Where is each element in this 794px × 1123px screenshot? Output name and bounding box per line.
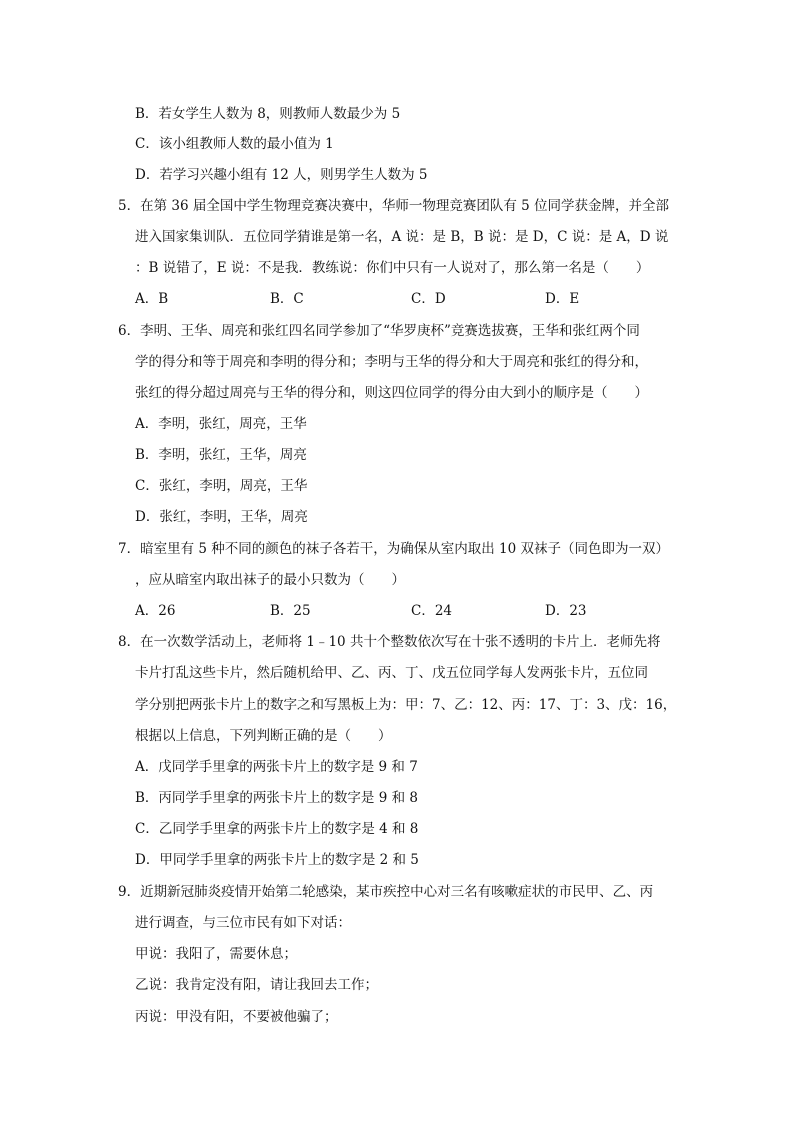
q8-option-a: A．戊同学手里拿的两张卡片上的数字是 9 和 7	[135, 759, 418, 775]
q7-option-b: B．25	[270, 603, 311, 619]
q4-option-d: D．若学习兴趣小组有 12 人，则男学生人数为 5	[135, 167, 428, 183]
q7-option-a: A．26	[135, 603, 176, 619]
q4-option-b: B．若女学生人数为 8，则教师人数最少为 5	[135, 106, 401, 122]
q5-stem-line-2: 进入国家集训队．五位同学猜谁是第一名，A 说：是 B，B 说：是 D，C 说：是 A，D 说	[135, 229, 669, 245]
q9-dialog-jia: 甲说：我阳了，需要休息；	[135, 946, 297, 962]
q6-option-c: C．张红，李明，周亮，王华	[135, 478, 308, 494]
q5-option-d: D．E	[545, 291, 580, 307]
q9-dialog-bing: 丙说：甲没有阳，不要被他骗了；	[135, 1009, 338, 1025]
q5-option-a: A．B	[135, 291, 169, 307]
q7-stem-line-1: 7．暗室里有 5 种不同的颜色的袜子各若干，为确保从室内取出 10 双袜子（同色即为一双）	[118, 541, 670, 557]
q7-option-c: C．24	[411, 603, 453, 619]
q4-option-c: C．该小组教师人数的最小值为 1	[135, 136, 334, 152]
q5-option-b: B．C	[270, 291, 304, 307]
q8-option-c: C．乙同学手里拿的两张卡片上的数字是 4 和 8	[135, 821, 419, 837]
q8-stem-line-3: 学分别把两张卡片上的数字之和写黑板上为：甲：7、乙：12、丙：17、丁：3、戊：16，	[135, 697, 677, 713]
q8-option-b: B．丙同学手里拿的两张卡片上的数字是 9 和 8	[135, 790, 418, 806]
q8-stem-line-4: 根据以上信息，下列判断正确的是（ ）	[135, 728, 392, 744]
q6-stem-line-1: 6．李明、王华、周亮和张红四名同学参加了“华罗庚杯”竞赛选拔赛，王华和张红两个同	[118, 323, 640, 339]
q6-option-a: A．李明，张红，周亮，王华	[135, 416, 307, 432]
q9-dialog-yi: 乙说：我肯定没有阳，请让我回去工作；	[135, 977, 378, 993]
q9-stem-line-1: 9．近期新冠肺炎疫情开始第二轮感染，某市疾控中心对三名有咳嗽症状的市民甲、乙、丙	[118, 884, 654, 900]
q6-option-d: D．张红，李明，王华，周亮	[135, 509, 308, 525]
q7-stem-line-2: ，应从暗室内取出袜子的最小只数为（ ）	[135, 572, 405, 588]
q8-option-d: D．甲同学手里拿的两张卡片上的数字是 2 和 5	[135, 852, 419, 868]
q6-stem-line-3: 张红的得分超过周亮与王华的得分和，则这四位同学的得分由大到小的顺序是（ ）	[135, 385, 648, 401]
q5-option-c: C．D	[411, 291, 446, 307]
q8-stem-line-1: 8．在一次数学活动上，老师将 1﹣10 共十个整数依次写在十张不透明的卡片上．老师先将	[118, 634, 661, 650]
q9-stem-line-2: 进行调查，与三位市民有如下对话：	[135, 915, 351, 931]
q6-option-b: B．李明，张红，王华，周亮	[135, 447, 307, 463]
q8-stem-line-2: 卡片打乱这些卡片，然后随机给甲、乙、丙、丁、戊五位同学每人发两张卡片，五位同	[135, 665, 648, 681]
q6-stem-line-2: 学的得分和等于周亮和李明的得分和；李明与王华的得分和大于周亮和张红的得分和，	[135, 354, 648, 370]
q5-stem-line-1: 5．在第 36 届全国中学生物理竞赛决赛中，华师一物理竞赛团队有 5 位同学获金牌，并全部	[118, 198, 670, 214]
q5-stem-line-3: ：B 说错了，E 说：不是我．教练说：你们中只有一人说对了，那么第一名是（ ）	[135, 260, 650, 276]
q7-options	[135, 601, 695, 621]
q5-options	[135, 289, 695, 309]
q7-option-d: D．23	[545, 603, 587, 619]
